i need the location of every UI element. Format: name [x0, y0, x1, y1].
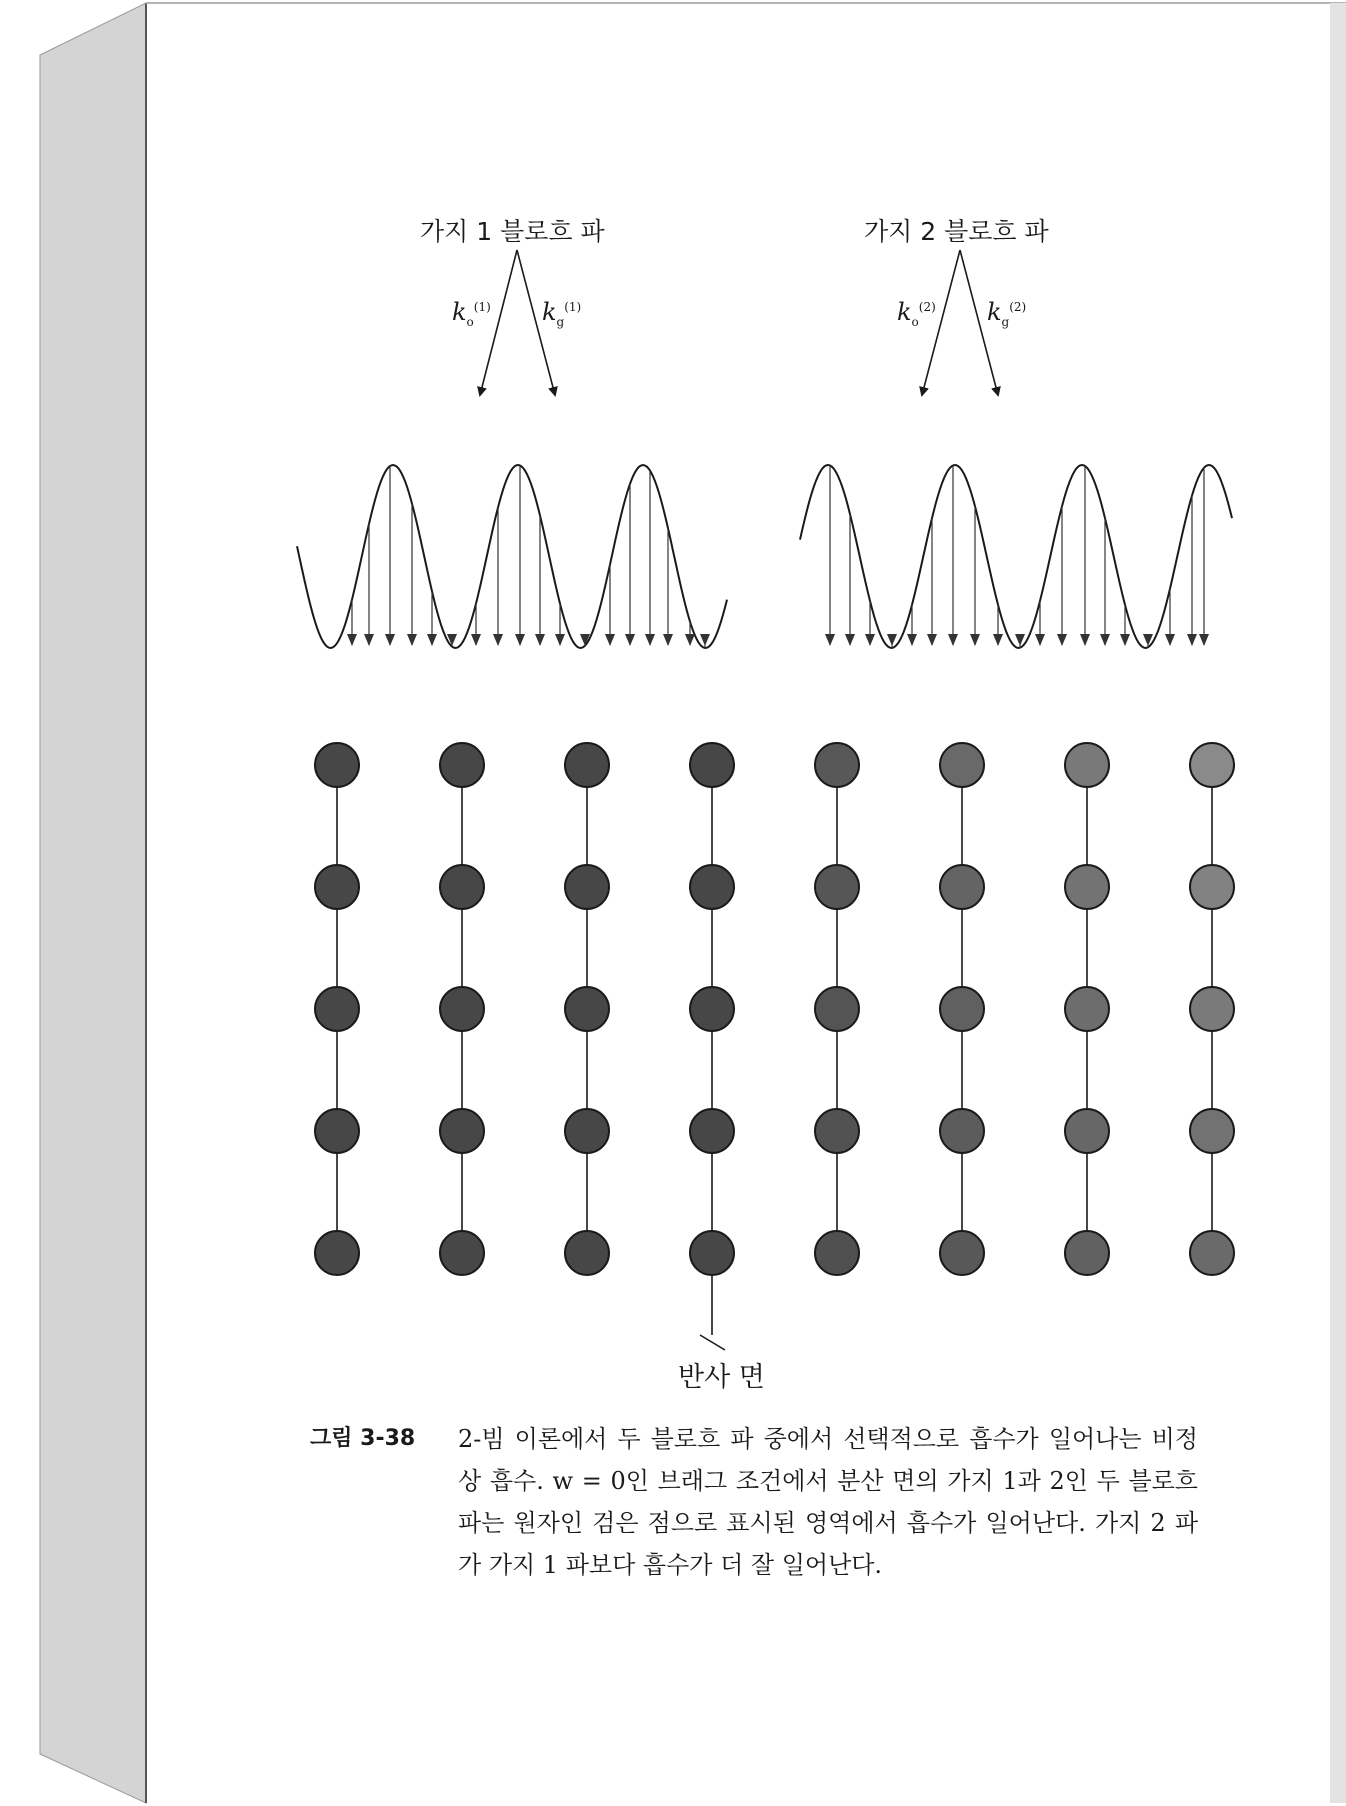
caption-text: 2-빔 이론에서 두 블로흐 파 중에서 선택적으로 흡수가 일어나는 비정상 흡수. w = 0인 브래그 조건에서 분산 면의 가지 1과 2인 두 블로흐 파는 원자인 검은 점으로 표시된 영역에서 흡수가 일어난다. 가지 2 파가 가지 1 파보다 흡수가 더 잘 일어난다. — [458, 1425, 1198, 1579]
atom — [690, 987, 734, 1031]
atom — [690, 1231, 734, 1275]
reflection-plane-label: 반사 면 — [678, 1362, 765, 1393]
intensity-arrow-head — [1035, 634, 1045, 646]
atom — [440, 1231, 484, 1275]
intensity-arrow-head — [645, 634, 655, 646]
atom — [1065, 987, 1109, 1031]
right-standing-wave — [800, 465, 1232, 648]
atom — [1065, 865, 1109, 909]
left-k0-arrow — [480, 250, 517, 395]
intensity-arrow-head — [845, 634, 855, 646]
left-wave-title: 가지 1 블로흐 파 — [420, 217, 605, 246]
atom — [315, 743, 359, 787]
intensity-arrow-head — [364, 634, 374, 646]
intensity-arrow-head — [347, 634, 357, 646]
intensity-arrow-head — [663, 634, 673, 646]
atom — [940, 743, 984, 787]
atom — [315, 1231, 359, 1275]
intensity-arrow-head — [555, 634, 565, 646]
reflection-plane-pointer — [700, 1335, 725, 1350]
atom — [315, 865, 359, 909]
atom — [1065, 1109, 1109, 1153]
atom — [1190, 743, 1234, 787]
atom — [440, 865, 484, 909]
intensity-arrow-head — [1165, 634, 1175, 646]
right-k0-arrow — [922, 250, 960, 395]
intensity-arrow-head — [1199, 634, 1209, 646]
intensity-arrow-head — [471, 634, 481, 646]
left-standing-wave — [297, 465, 727, 648]
intensity-arrow-head — [493, 634, 503, 646]
atom — [1190, 1231, 1234, 1275]
atom — [565, 1231, 609, 1275]
atom — [315, 987, 359, 1031]
atom — [940, 865, 984, 909]
wave-curve — [297, 465, 727, 648]
atom — [815, 1109, 859, 1153]
figure-number: 그림 3-38 — [310, 1426, 416, 1451]
right-wavevector-arrows — [922, 250, 998, 395]
atom — [565, 987, 609, 1031]
right-kg-arrow — [960, 250, 998, 395]
intensity-arrow-head — [605, 634, 615, 646]
left-kg-label: $k_g^{(1)}$ — [542, 298, 582, 329]
atom — [565, 743, 609, 787]
atom — [940, 1109, 984, 1153]
atom — [440, 743, 484, 787]
atom — [315, 1109, 359, 1153]
intensity-arrow-head — [625, 634, 635, 646]
left-kg-arrow — [517, 250, 555, 395]
atom — [690, 865, 734, 909]
atom — [815, 1231, 859, 1275]
intensity-arrow-head — [685, 634, 695, 646]
atom — [440, 1109, 484, 1153]
intensity-arrow-head — [407, 634, 417, 646]
intensity-arrow-head — [887, 634, 897, 646]
left-k0-label: $k_o^{(1)}$ — [452, 298, 491, 329]
intensity-arrow-head — [970, 634, 980, 646]
atom — [1190, 1109, 1234, 1153]
intensity-arrow-head — [700, 634, 710, 646]
atom — [440, 987, 484, 1031]
wave-curve — [800, 465, 1232, 648]
atom — [1190, 987, 1234, 1031]
left-wavevector-arrows — [480, 250, 555, 395]
atom — [565, 1109, 609, 1153]
intensity-arrow-head — [865, 634, 875, 646]
intensity-arrow-head — [907, 634, 917, 646]
intensity-arrow-head — [993, 634, 1003, 646]
atom — [815, 987, 859, 1031]
intensity-arrow-head — [1080, 634, 1090, 646]
atom — [1065, 1231, 1109, 1275]
intensity-arrow-head — [1057, 634, 1067, 646]
atom — [815, 865, 859, 909]
right-k0-label: $k_o^{(2)}$ — [897, 298, 936, 329]
intensity-arrow-head — [535, 634, 545, 646]
intensity-arrow-head — [927, 634, 937, 646]
intensity-arrow-head — [1100, 634, 1110, 646]
atom — [815, 743, 859, 787]
atom — [690, 1109, 734, 1153]
right-kg-label: $k_g^{(2)}$ — [987, 298, 1027, 329]
atom — [690, 743, 734, 787]
atom — [940, 987, 984, 1031]
intensity-arrow-head — [1120, 634, 1130, 646]
intensity-arrow-head — [427, 634, 437, 646]
atom — [565, 865, 609, 909]
intensity-arrow-head — [948, 634, 958, 646]
intensity-arrow-head — [1187, 634, 1197, 646]
atom — [1065, 743, 1109, 787]
atom — [940, 1231, 984, 1275]
intensity-arrow-head — [385, 634, 395, 646]
intensity-arrow-head — [515, 634, 525, 646]
intensity-arrow-head — [825, 634, 835, 646]
right-wave-title: 가지 2 블로흐 파 — [864, 217, 1049, 246]
atom-lattice — [315, 743, 1234, 1335]
intensity-arrow-head — [447, 634, 457, 646]
atom — [1190, 865, 1234, 909]
